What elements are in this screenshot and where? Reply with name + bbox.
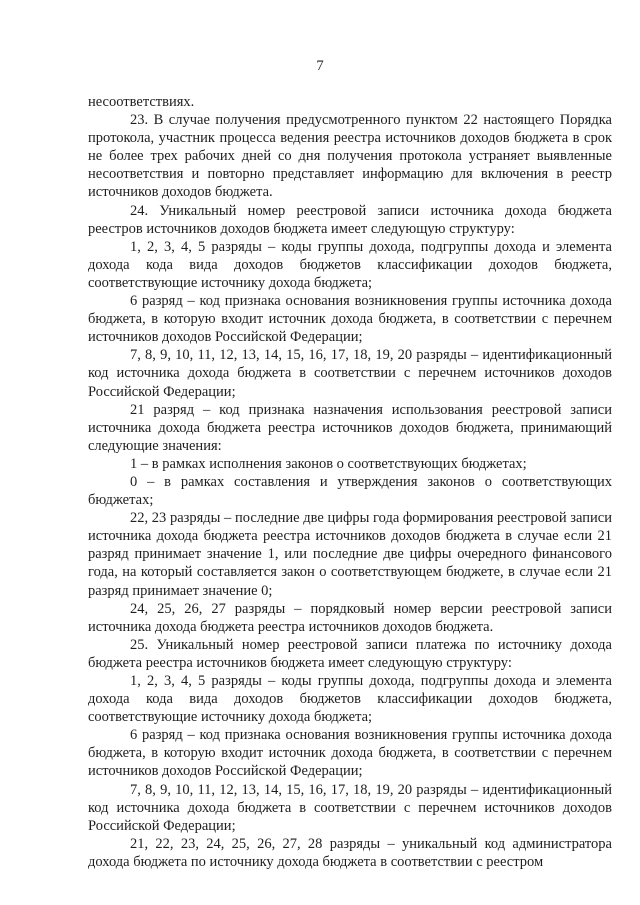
paragraph: 25. Уникальный номер реестровой записи платежа по источнику дохода бюджета реестра источников бюджета имеет следующую структуру: [88, 636, 612, 671]
paragraph: 21, 22, 23, 24, 25, 26, 27, 28 разряды – уникальный код администратора дохода бюджета по источнику дохода бюджета в соответствии с реестром [88, 835, 612, 870]
paragraph: 1, 2, 3, 4, 5 разряды – коды группы дохода, подгруппы дохода и элемента дохода кода вида доходов бюджетов классификации доходов бюджета, соответствующие источнику дохода бюджета; [88, 673, 612, 726]
paragraph: 24, 25, 26, 27 разряды – порядковый номер версии реестровой записи источника дохода бюджета реестра источников доходов бюджета. [88, 600, 612, 635]
page-number: 7 [316, 58, 324, 74]
paragraph: несоответствиях. [88, 94, 195, 110]
paragraph: 7, 8, 9, 10, 11, 12, 13, 14, 15, 16, 17, 18, 19, 20 разряды – идентификационный код источника дохода бюджета в соответствии с перечнем источников доходов Российской Федерации; [88, 347, 612, 400]
paragraph: 22, 23 разряды – последние две цифры года формирования реестровой записи источника дохода бюджета реестра источников доходов бюджета в случае если 21 разряд принимает значение 1, или последние две цифры очередного финансового года, на который составляется закон о соответствующем бюджете, в случае если 21 разряд принимает значение 0; [88, 510, 612, 599]
paragraph: 7, 8, 9, 10, 11, 12, 13, 14, 15, 16, 17, 18, 19, 20 разряды – идентификационный код источника дохода бюджета в соответствии с перечнем источников доходов Российской Федерации; [88, 781, 612, 834]
paragraph: 0 – в рамках составления и утверждения законов о соответствующих бюджетах; [88, 473, 612, 509]
paragraph: 21 разряд – код признака назначения использования реестровой записи источника дохода бюджета реестра источников доходов бюджета, принимающий следующие значения: [88, 401, 612, 454]
paragraph: 6 разряд – код признака основания возникновения группы источника дохода бюджета, в которую входит источник дохода бюджета, в соответствии с перечнем источников доходов Российской Федерации; [88, 293, 612, 346]
paragraph: 23. В случае получения предусмотренного пунктом 22 настоящего Порядка протокола, участник процесса ведения реестра источников доходов бюджета в срок не более трех рабочих дней со дня получения протокола устраняет выявленные несоответствия и повторно представляет информацию для включения в реестр источников доходов бюджета. [88, 112, 612, 201]
paragraph: 1 – в рамках исполнения законов о соответствующих бюджетах; [130, 455, 527, 472]
paragraph: 24. Уникальный номер реестровой записи источника дохода бюджета реестров источников доходов бюджета имеет следующую структуру: [88, 202, 612, 237]
paragraph: 6 разряд – код признака основания возникновения группы источника дохода бюджета, в которую входит источник дохода бюджета, в соответствии с перечнем источников доходов Российской Федерации; [88, 727, 612, 780]
paragraph: 1, 2, 3, 4, 5 разряды – коды группы дохода, подгруппы дохода и элемента дохода кода вида доходов бюджетов классификации доходов бюджета, соответствующие источнику дохода бюджета; [88, 238, 612, 291]
document-body [88, 93, 612, 871]
